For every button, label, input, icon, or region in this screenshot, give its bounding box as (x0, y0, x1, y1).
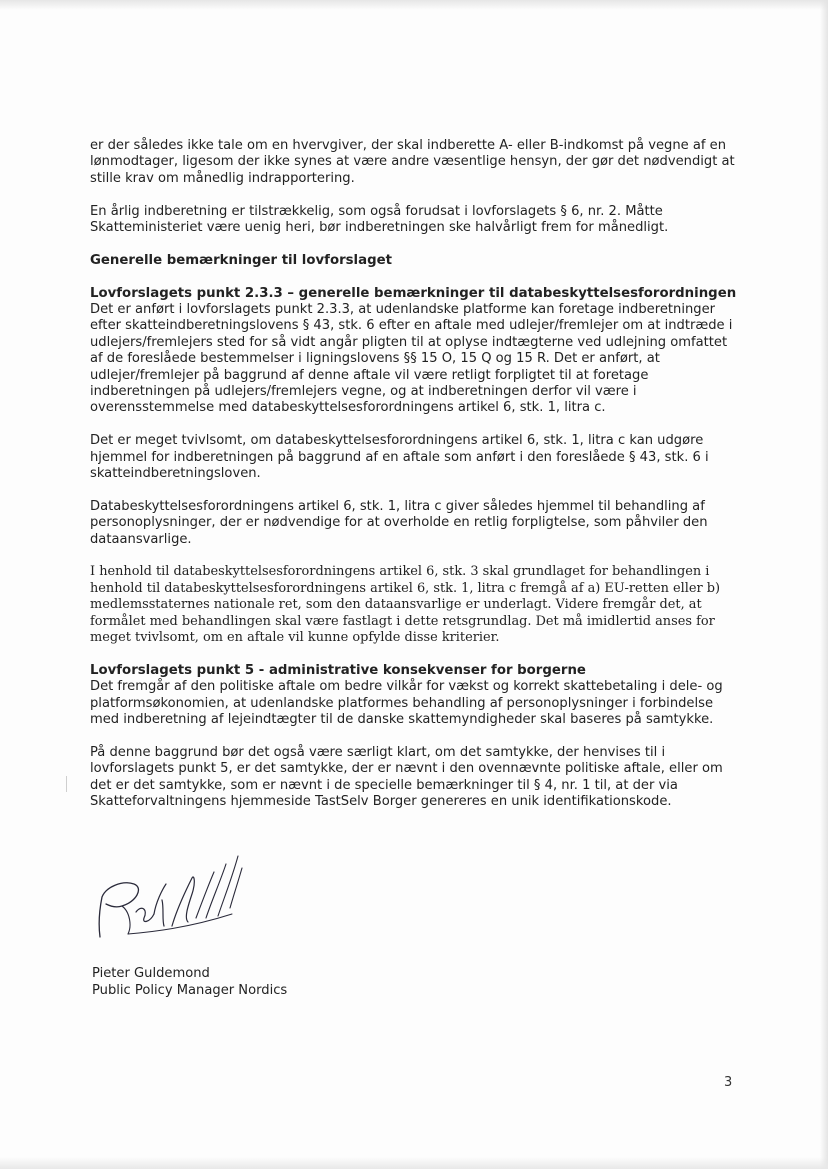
general-heading-block (90, 253, 740, 269)
handwritten-signature (92, 842, 262, 947)
section-consequences (90, 663, 740, 729)
scan-edge-bottom (0, 1157, 828, 1169)
section-paragraph: På denne baggrund bør det også være særligt klart, om det samtykke, der henvises til i lovforslagets punkt 5, er det samtykke, der er nævnt i den ovennævnte politiske aftale, eller om det er det samtykke, som er nævnt i de specielle bemærkninger til § 4, nr. 1 til, at der via Skatteforvaltningens hjemmeside TastSelv Borger genereres en unik identifikationskode. (90, 744, 723, 810)
intro-paragraph: En årlig indberetning er tilstrækkelig, som også forudsat i lovforslagets § 6, nr. 2. Måtte Skatteministeriet være uenig heri, bør indberetningen ske halvårligt frem for månedligt. (90, 203, 669, 236)
section-heading: Lovforslagets punkt 5 - administrative konsekvenser for borgerne (90, 662, 586, 678)
scan-edge-right (820, 0, 828, 1169)
section-paragraph: Databeskyttelsesforordningens artikel 6, stk. 1, litra c giver således hjemmel til behandling af personoplysninger, der er nødvendige for at overholde en retlig forpligtelse, som påhviler den dataansvarlige. (90, 498, 708, 547)
document-body (90, 138, 740, 827)
scan-edge-top (0, 0, 828, 10)
section-heading: Lovforslagets punkt 2.3.3 – generelle bemærkninger til databeskyttelsesforordningen (90, 285, 737, 301)
intro-paragraph: er der således ikke tale om en hvervgiver, der skal indberette A- eller B-indkomst på vegne af en lønmodtager, ligesom der ikke synes at være andre væsentlige hensyn, der gør det nødvendigt at stille krav om månedlig indrapportering. (90, 138, 735, 186)
section-paragraph: Det er meget tvivlsomt, om databeskyttelsesforordningens artikel 6, stk. 1, litra c kan udgøre hjemmel for indberetningen på baggrund af en aftale som anført i den foreslåede § 43, stk. 6 i skatteindberetningsloven. (90, 433, 709, 482)
section-paragraph: Det fremgår af den politiske aftale om bedre vilkår for vækst og korrekt skattebetaling i dele- og platformsøkonomien, at udenlandske platformes behandling af personoplysninger i forbindelse med indberetning af lejeindtægter til de danske skattemyndigheder skal baseres på samtykke. (90, 679, 723, 728)
section-gdpr (90, 286, 740, 417)
signer-block (92, 965, 287, 999)
general-heading: Generelle bemærkninger til lovforslaget (90, 252, 392, 268)
section-paragraph: Det er anført i lovforslagets punkt 2.3.3, at udenlandske platforme kan foretage indberetninger efter skatteindberetningslovens § 43, stk. 6 efter en aftale med udlejer/fremlejer om at indtræde i udlejers/fremlejers sted for så vidt angår pligten til at oplyse indtægterne ved udlejning omfattet af de foreslåede bestemmelser i ligningslovens §§ 15 O, 15 Q og 15 R. Det er anført, at udlejer/fremlejer på baggrund af denne aftale vil være retligt forpligtet til at foretage indberetningen på udlejers/fremlejers vegne, og at indberetningen derfor vil være i overensstemmelse med databeskyttelsesforordningens artikel 6, stk. 1, litra c. (90, 302, 733, 416)
section-paragraph: I henhold til databeskyttelsesforordningens artikel 6, stk. 3 skal grundlaget for behandlingen i henhold til databeskyttelsesforordningens artikel 6, stk. 1, litra c fremgå af a) EU-retten eller b) medlemsstaternes nationale ret, som den dataansvarlige er underlagt. Videre fremgår det, at formålet med behandlingen skal være fastlagt i dette retsgrundlag. Det må imidlertid anses for meget tvivlsomt, om en aftale vil kunne opfylde disse kriterier. (90, 564, 721, 646)
signer-title: Public Policy Manager Nordics (92, 983, 288, 998)
page-number: 3 (724, 1075, 733, 1090)
signer-name: Pieter Guldemond (92, 966, 210, 981)
margin-mark (66, 776, 67, 792)
